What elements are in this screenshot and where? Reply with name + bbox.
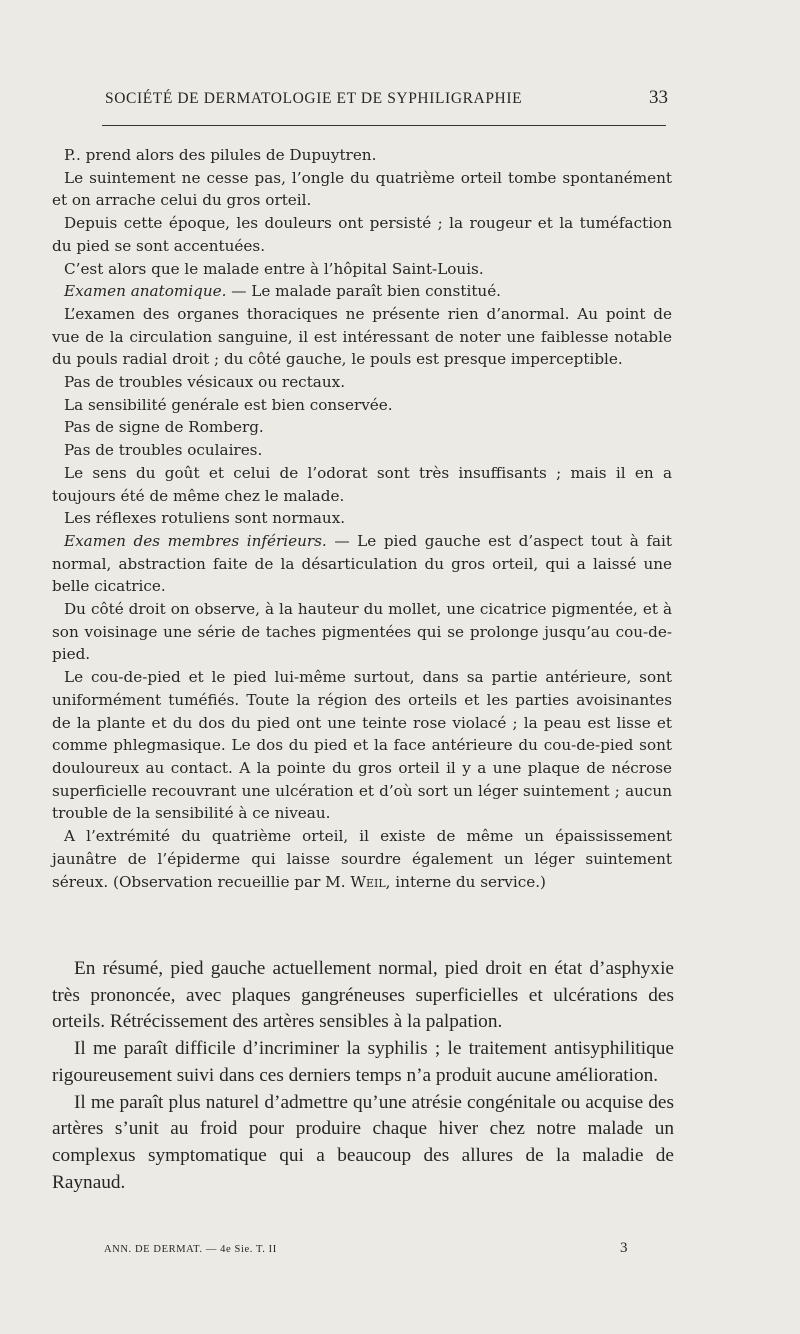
conclusion-text [52,956,674,1196]
paragraph-text: A l’extrémité du quatrième orteil, il existe de même un épaississement jaunâtre de l’épiderme qui laisse sourdre également un léger suintement séreux. (Observation recueillie par M. [52,827,672,891]
paragraph: Du côté droit on observe, à la hauteur du mollet, une cicatrice pigmentée, et à son voisinage une série de taches pigmentées qui se prolonge jusqu’au cou-de-pied. [52,600,672,664]
paragraph-text: — Le malade paraît bien constitué. [226,282,502,301]
paragraph: P.. prend alors des pilules de Dupuytren. [64,146,377,164]
paragraph: Pas de troubles vésicaux ou rectaux. [64,373,346,392]
footer-signature: ANN. DE DERMAT. — 4e Sie. T. II [104,1244,277,1255]
paragraph: Depuis cette époque, les douleurs ont persisté ; la rougeur et la tuméfaction du pied se sont accentuées. [52,214,672,255]
paragraph: Les réflexes rotuliens sont normaux. [64,509,346,528]
paragraph-text: , interne du service.) [385,872,546,891]
paragraph: En résumé, pied gauche actuellement normal, pied droit en état d’asphyxie très prononcée, avec plaques gangréneuses superficielles et ulcérations des orteils. Rétrécissement des artères sensibles à la palpation. [52,958,674,1033]
section-label: Examen anatomique. [64,282,227,301]
paragraph: Pas de troubles oculaires. [64,441,263,460]
paragraph: Il me paraît plus naturel d’admettre qu’une atrésie congénitale ou acquise des artères s’unit au froid pour produire chaque hiver chez notre malade un complexus symptomatique qui a beaucoup des allures de la maladie de Raynaud. [52,1091,674,1193]
paragraph [52,825,672,893]
paragraph: Le sens du goût et celui de l’odorat sont très insuffisants ; mais il en a toujours été de même chez le malade. [52,463,672,505]
paragraph [52,530,672,598]
paragraph: C’est alors que le malade entre à l’hôpital Saint-Louis. [64,259,484,278]
paragraph-text: — Le pied gauche est d’aspect tout à fait normal, abstraction faite de la désarticulation du gros orteil, qui a laissé une belle cicatrice. [52,531,672,596]
paragraph [52,280,672,303]
paragraph: La sensibilité genérale est bien conservée. [64,395,393,414]
footer-sheet-number: 3 [620,1240,628,1256]
paragraph: L’examen des organes thoraciques ne présente rien d’anormal. Au point de vue de la circulation sanguine, il est intéressant de noter une faiblesse notable du pouls radial droit ; du côté gauche, le pouls est presque imperceptible. [52,304,672,369]
page-number: 33 [649,87,668,108]
paragraph: Le suintement ne cesse pas, l’ongle du quatrième orteil tombe spontanément et on arrache celui du gros orteil. [52,168,672,210]
section-label: Examen des membres inférieurs. [64,531,327,550]
paragraph: Le cou-de-pied et le pied lui-même surtout, dans sa partie antérieure, sont uniformément tuméfiés. Toute la région des orteils et les parties avoisinantes de la plante et du dos du pied ont une teinte rose violacé ; la peau est lisse et comme phlegmasique. Le dos du pied et la face antérieure du cou-de-pied sont douloureux au contact. A la pointe du gros orteil il y a une plaque de nécrose superficielle recouvrant une ulcération et d’où sort un léger suintement ; aucun trouble de la sensibilité à ce niveau. [52,668,672,823]
header-title: SOCIÉTÉ DE DERMATOLOGIE ET DE SYPHILIGRAPHIE [105,90,523,107]
author-name: Weil [350,872,386,891]
observation-text [52,144,672,893]
paragraph: Pas de signe de Romberg. [64,418,264,437]
running-header [105,87,668,116]
paragraph: Il me paraît difficile d’incriminer la syphilis ; le traitement antisyphilitique rigoureusement suivi dans ces derniers temps n’a produit aucune amélioration. [52,1038,674,1086]
header-rule [102,125,666,126]
